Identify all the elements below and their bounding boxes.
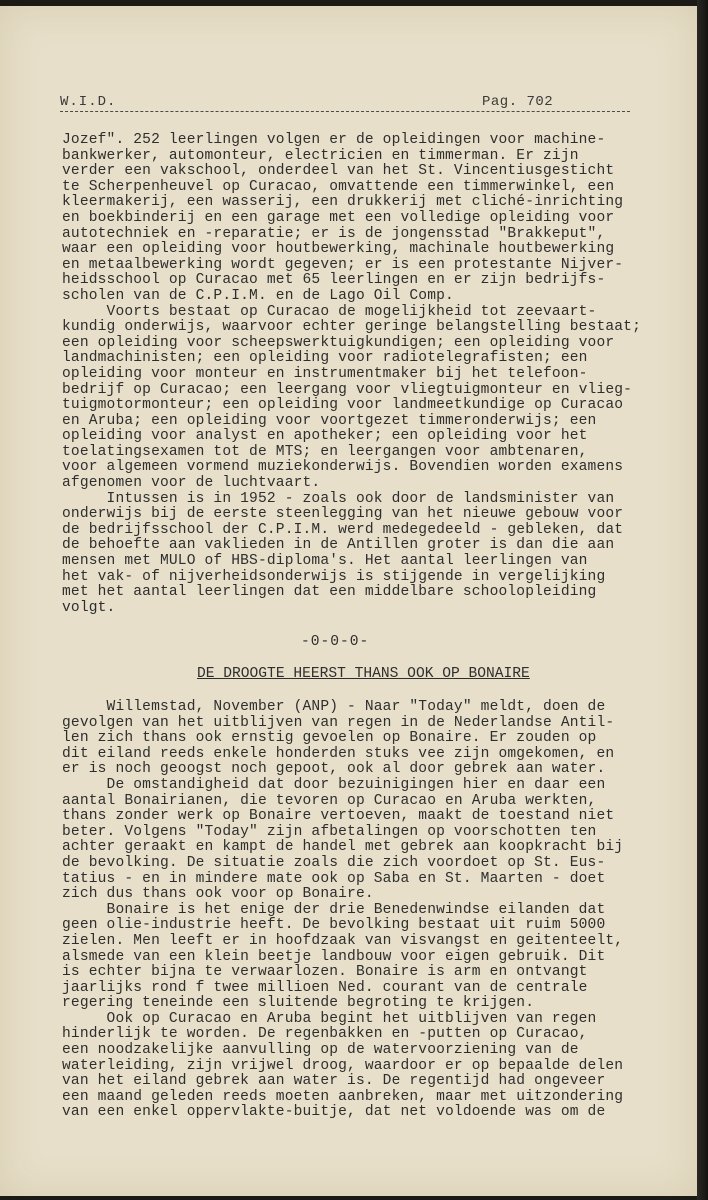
- text-line: achter geraakt en kampt de handel met gebrek aan koopkracht bij: [62, 839, 624, 856]
- text-line: bedrijf op Curacao; een leergang voor vliegtuigmonteur en vlieg-: [62, 381, 633, 398]
- text-line: toelatingsexamen tot de MTS; en leergangen voor ambtenaren,: [62, 443, 588, 460]
- article-body: [62, 700, 672, 1121]
- text-line: van het eiland gebrek aan water is. De regentijd had ongeveer: [62, 1073, 606, 1090]
- text-line: mensen met MULO of HBS-diploma's. Het aantal leerlingen van: [62, 553, 588, 570]
- text-line: de bevolking. De situatie zoals die zich voordoet op St. Eus-: [62, 854, 606, 871]
- text-line: een opleiding voor scheepswerktuigkundigen; een opleiding voor: [62, 334, 615, 351]
- text-line: Jozef". 252 leerlingen volgen er de opleidingen voor machine-: [62, 132, 606, 148]
- text-line: heidsschool op Curacao met 65 leerlingen en er zijn bedrijfs-: [62, 272, 606, 289]
- document-page: [0, 6, 697, 1196]
- text-line: volgt.: [62, 599, 116, 616]
- text-line: alsmede van een klein beetje landbouw voor eigen gebruik. Dit: [62, 948, 606, 965]
- text-line: Ook op Curacao en Aruba begint het uitblijven van regen: [62, 1010, 597, 1027]
- text-line: opleiding voor analyst en apotheker; een opleiding voor het: [62, 428, 588, 445]
- text-line: hinderlijk te worden. De regenbakken en -putten op Curacao,: [62, 1026, 588, 1043]
- text-line: zielen. Men leeft er in hoofdzaak van visvangst en geitenteelt,: [62, 932, 624, 949]
- text-line: kundig onderwijs, waarvoor echter geringe belangstelling bestaat;: [62, 319, 641, 336]
- text-line: onderwijs bij de eerste steenlegging van het nieuwe gebouw voor: [62, 506, 624, 523]
- text-line: tuigmotormonteur; een opleiding voor landmeetkundige op Curacao: [62, 397, 624, 414]
- text-line: tatius - en in mindere mate ook op Saba en St. Maarten - doet: [62, 870, 606, 887]
- text-line: de behoefte aan vaklieden in de Antillen groter is dan die aan: [62, 537, 615, 554]
- text-line: zich dus thans ook voor op Bonaire.: [62, 886, 374, 903]
- text-line: en metaalbewerking wordt gegeven; er is een protestante Nijver-: [62, 256, 624, 273]
- text-line: Intussen is in 1952 - zoals ook door de landsminister van: [62, 490, 615, 507]
- text-line: gevolgen van het uitblijven van regen in de Nederlandse Antil-: [62, 714, 615, 731]
- text-line: het vak- of nijverheidsonderwijs is stijgende in vergelijking: [62, 568, 606, 585]
- header-page-number: Pag. 702: [482, 94, 554, 110]
- text-line: de bedrijfsschool der C.P.I.M. werd medegedeeld - gebleken, dat: [62, 521, 624, 538]
- text-line: een noodzakelijke aanvulling op de watervoorziening van de: [62, 1042, 579, 1059]
- text-line: geen olie-industrie heeft. De bevolking bestaat uit ruim 5000: [62, 917, 606, 934]
- text-line: kleermakerij, een wasserij, een drukkerij met cliché-inrichting: [62, 194, 624, 211]
- text-line: thans zonder werk op Bonaire vertoeven, maakt de toestand niet: [62, 808, 615, 825]
- text-line: regering teneinde een sluitende begroting te krijgen.: [62, 995, 535, 1012]
- text-line: van een enkel oppervlakte-buitje, dat net voldoende was om de: [62, 1104, 606, 1121]
- text-line: waar een opleiding voor houtbewerking, machinale houtbewerking: [62, 241, 615, 258]
- text-line: jaarlijks rond f twee millioen Ned. courant van de centrale: [62, 979, 588, 996]
- text-line: voor algemeen vormend muziekonderwijs. Bovendien worden examens: [62, 459, 624, 476]
- text-line: aantal Bonairianen, die tevoren op Curacao en Aruba werkten,: [62, 792, 597, 809]
- text-line: afgenomen voor de luchtvaart.: [62, 475, 321, 492]
- text-line: met het aantal leerlingen dat een middelbare schoolopleiding: [62, 584, 597, 601]
- text-line: bankwerker, automonteur, electricien en timmerman. Er zijn: [62, 147, 579, 164]
- text-line: dit eiland reeds enkele honderden stuks vee zijn omgekomen, en: [62, 745, 615, 762]
- scan-edge: [697, 0, 708, 1200]
- text-line: een maand geleden reeds moeten aanbreken, maar met uitzondering: [62, 1088, 624, 1105]
- text-line: len zich thans ook ernstig gevoelen op Bonaire. Er zouden op: [62, 730, 597, 747]
- page-header: [60, 94, 630, 114]
- text-line: autotechniek en -reparatie; er is de jongensstad "Brakkeput",: [62, 225, 606, 242]
- text-line: opleiding voor monteur en instrumentmaker bij het telefoon-: [62, 365, 588, 382]
- text-line: en boekbinderij en een garage met een volledige opleiding voor: [62, 209, 615, 226]
- text-line: is echter bijna te verwaarlozen. Bonaire is arm en ontvangt: [62, 964, 588, 981]
- text-line: Voorts bestaat op Curacao de mogelijkheid tot zeevaart-: [62, 303, 597, 320]
- text-line: beter. Volgens "Today" zijn afbetalingen op voorschotten ten: [62, 823, 597, 840]
- text-line: er is noch geoogst noch gepoot, ook al door gebrek aan water.: [62, 761, 606, 778]
- article-continuation: [62, 133, 672, 616]
- text-line: en Aruba; een opleiding voor voortgezet timmeronderwijs; een: [62, 412, 597, 429]
- text-line: Bonaire is het enige der drie Benedenwindse eilanden dat: [62, 901, 606, 918]
- text-line: Willemstad, November (ANP) - Naar "Today" meldt, doen de: [62, 699, 606, 715]
- text-line: landmachinisten; een opleiding voor radiotelegrafisten; een: [62, 350, 588, 367]
- text-line: te Scherpenheuvel op Curacao, omvattende een timmerwinkel, een: [62, 178, 615, 195]
- section-separator: -0-0-0-: [301, 634, 370, 650]
- text-line: scholen van de C.P.I.M. en de Lago Oil Comp.: [62, 287, 454, 304]
- header-rule: [60, 111, 630, 112]
- header-source: W.I.D.: [60, 94, 117, 110]
- text-line: verder een vakschool, onderdeel van het St. Vincentiusgesticht: [62, 163, 615, 180]
- text-line: De omstandigheid dat door bezuinigingen hier en daar een: [62, 776, 606, 793]
- article-heading: DE DROOGTE HEERST THANS OOK OP BONAIRE: [197, 666, 530, 682]
- text-line: waterleiding, zijn vrijwel droog, waardoor er op bepaalde delen: [62, 1057, 624, 1074]
